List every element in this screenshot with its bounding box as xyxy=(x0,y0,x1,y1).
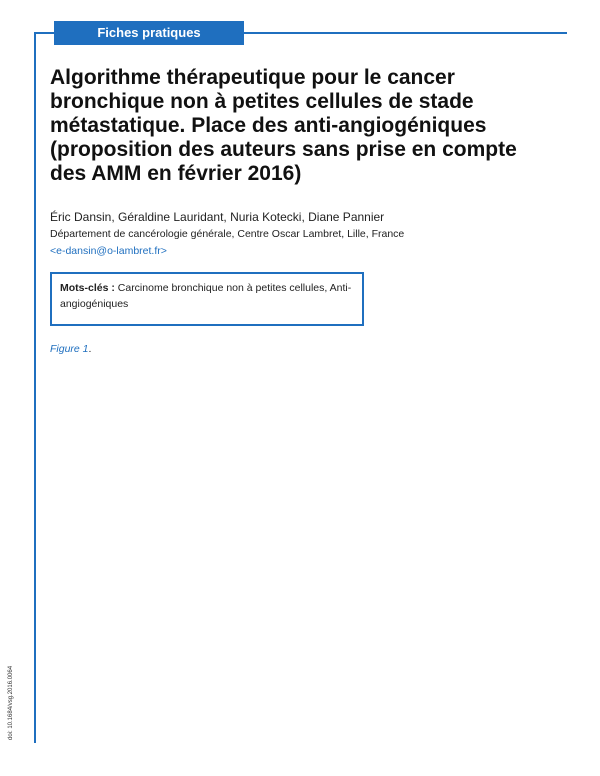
authors: Éric Dansin, Géraldine Lauridant, Nuria Kotecki, Diane Pannier xyxy=(50,210,385,224)
article-title: Algorithme thérapeutique pour le cancer bronchique non à petites cellules de stade métastatique. Place des anti-angiogéniques (proposition des auteurs sans prise en compte des AMM en février 2016) xyxy=(50,66,517,185)
figure-ref-suffix: . xyxy=(88,343,92,355)
keywords-text: Carcinome bronchique non à petites cellules, Anti-angiogéniques xyxy=(60,282,352,310)
author-email-link[interactable]: <e-dansin@o-lambret.fr> xyxy=(50,245,167,257)
keywords-box xyxy=(50,272,364,326)
figure-reference xyxy=(50,343,91,355)
left-rule xyxy=(34,32,36,743)
keywords-label: Mots-clés : xyxy=(60,282,115,294)
section-label: Fiches pratiques xyxy=(54,21,244,45)
affiliation: Département de cancérologie générale, Centre Oscar Lambret, Lille, France xyxy=(50,228,405,240)
figure-link[interactable]: Figure 1 xyxy=(50,343,89,355)
doi-label: doi: 10.1684/vsg.2016.0064 xyxy=(8,665,14,740)
